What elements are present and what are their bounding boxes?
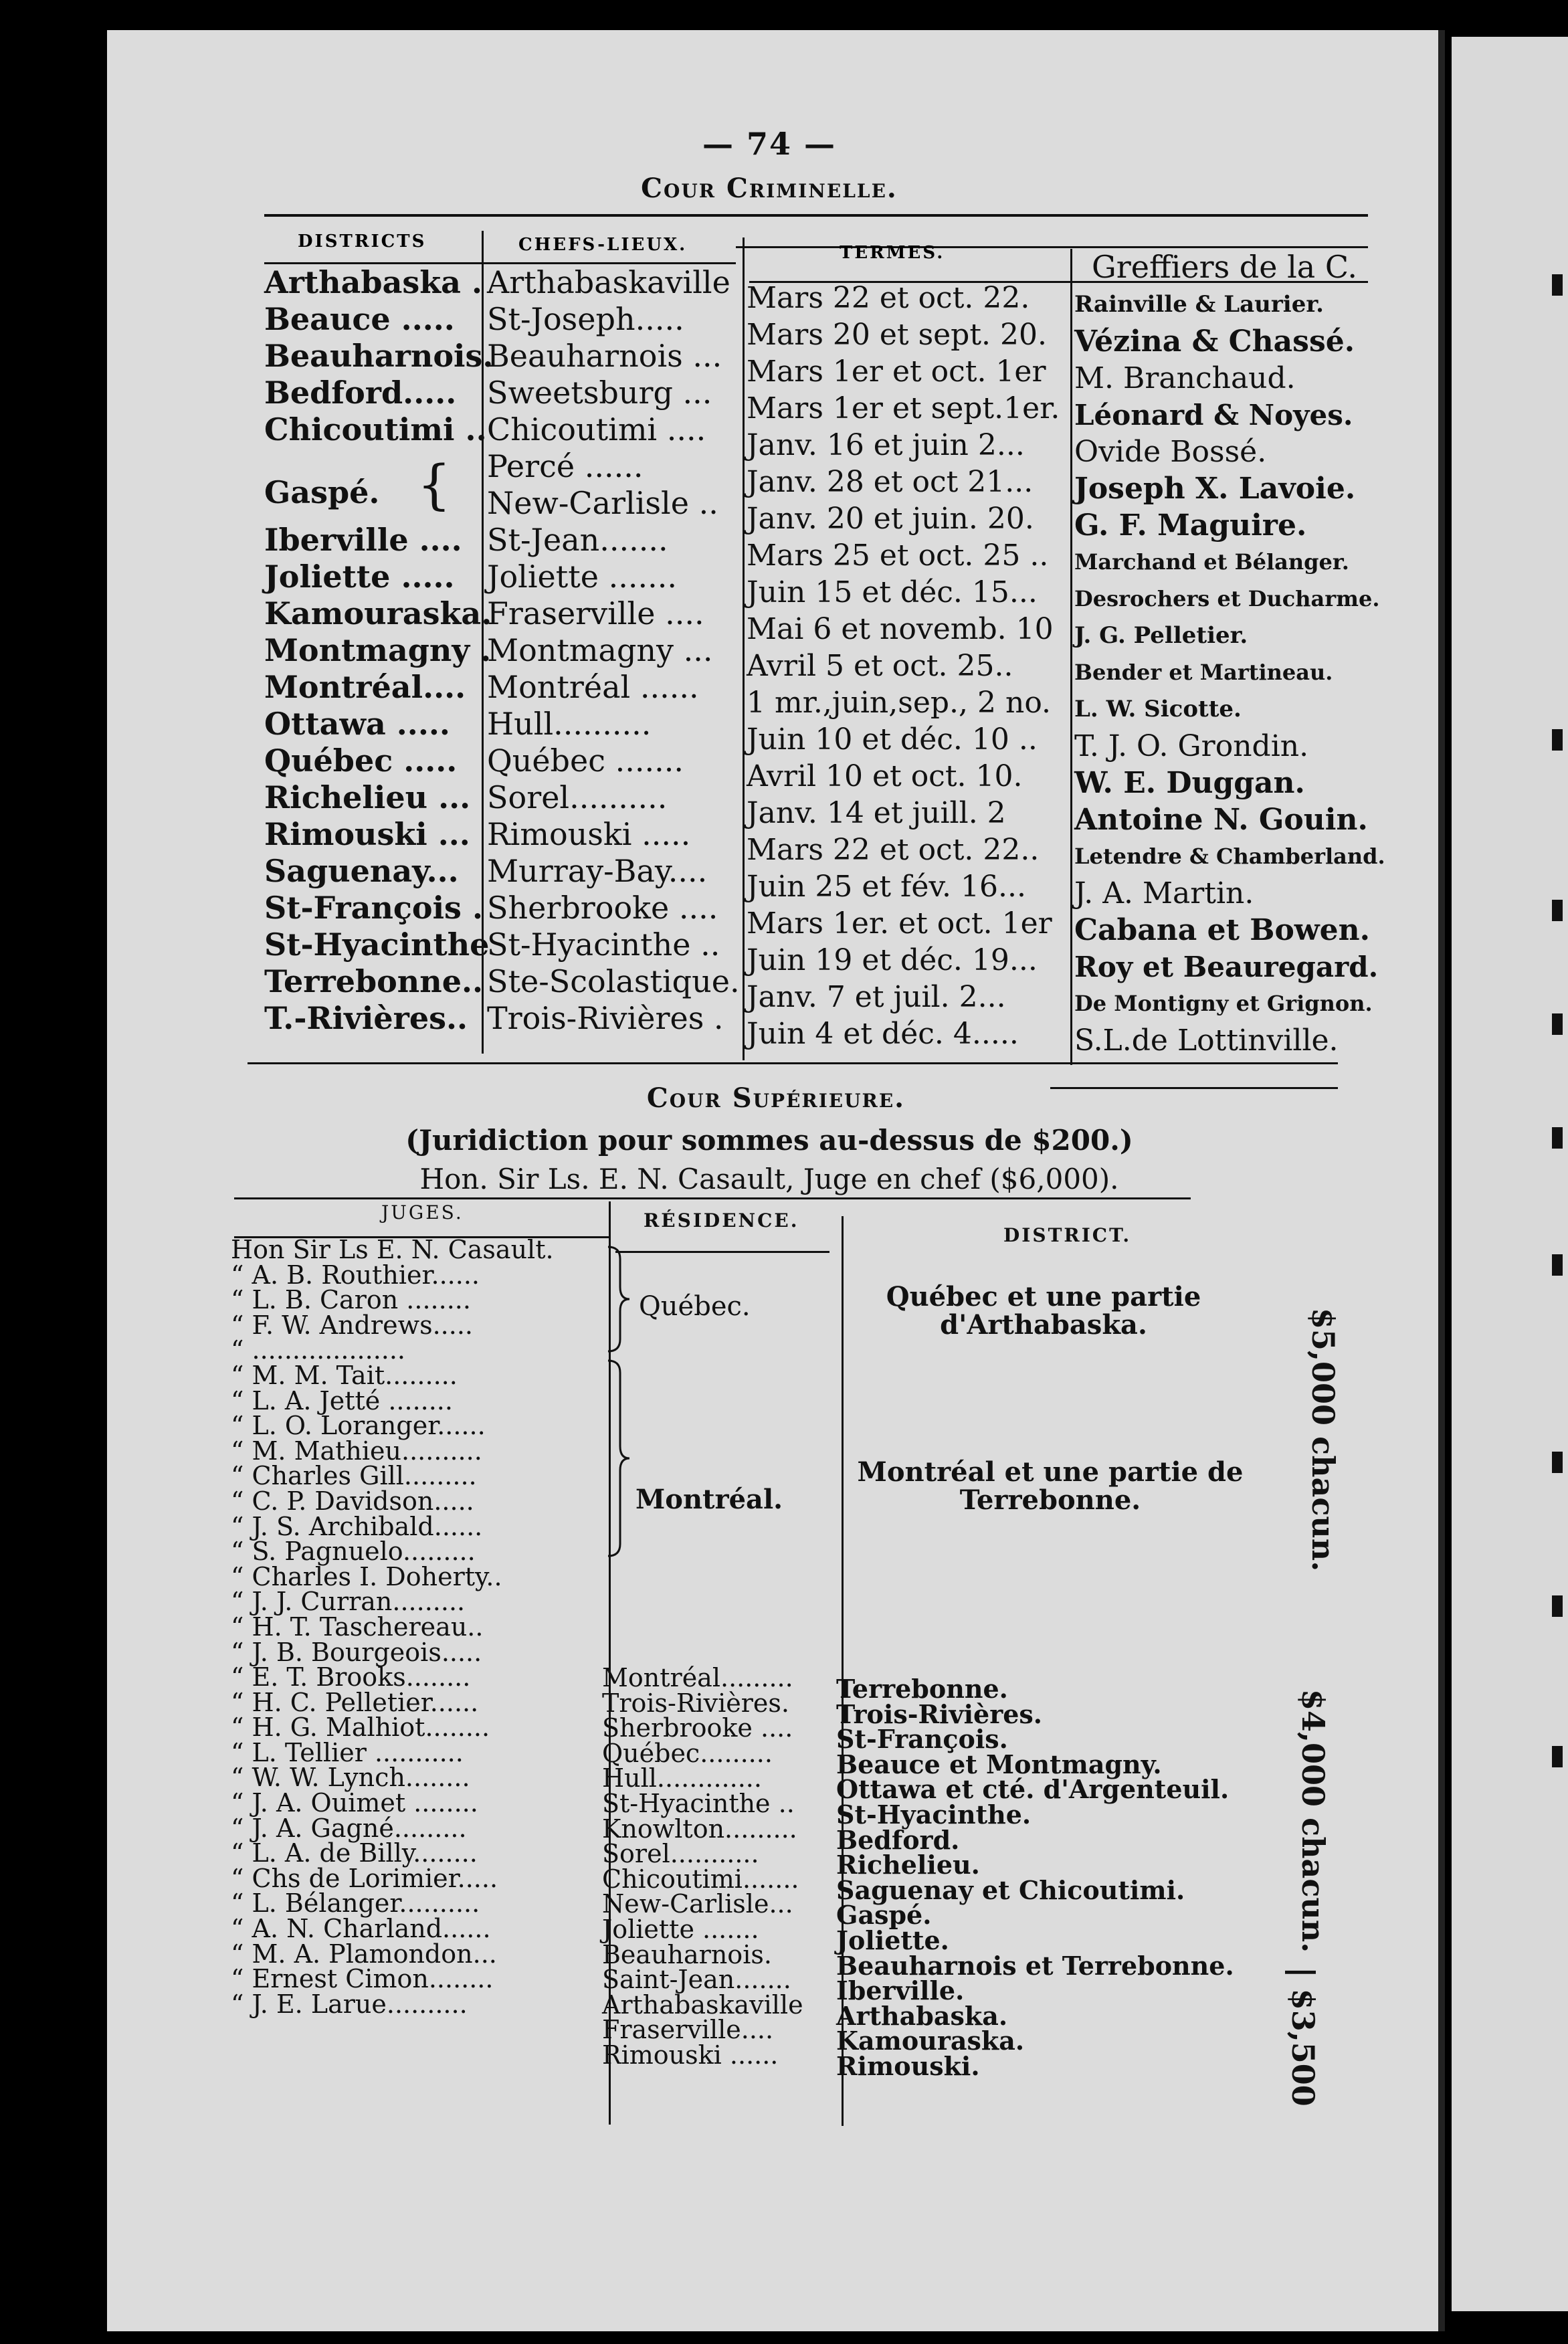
terme-cell: Janv. 7 et juil. 2...	[747, 980, 1006, 1014]
greffier-cell: W. E. Duggan.	[1074, 766, 1305, 800]
terme-cell: Mars 22 et oct. 22.	[747, 281, 1030, 315]
district-line: Québec et une partie	[886, 1281, 1201, 1312]
greffier-cell: G. F. Maguire.	[1074, 508, 1307, 543]
terme-cell: Mars 20 et sept. 20.	[747, 318, 1047, 352]
greffiers-column	[1074, 286, 1385, 1059]
residence-cell: Sorel...........	[602, 1839, 759, 1869]
table-top-rule	[736, 246, 1368, 248]
residence-cell: Montréal.........	[602, 1663, 793, 1692]
district-cell: Joliette .....	[264, 559, 455, 595]
district-cell: Chicoutimi ..	[264, 411, 487, 448]
judge-cell: “ M. M. Tait.........	[231, 1360, 458, 1390]
terme-cell: 1 mr.,juin,sep., 2 no.	[747, 686, 1052, 720]
page-number: — 74 —	[702, 126, 837, 162]
district-line: d'Arthabaska.	[940, 1309, 1147, 1341]
chef-lieu-cell: Percé ......	[487, 448, 644, 484]
greffier-cell: M. Branchaud.	[1074, 361, 1296, 395]
next-page-fragment	[1552, 1452, 1563, 1473]
residence-cell: Québec.........	[602, 1738, 773, 1768]
terme-cell: Mars 1er et sept.1er.	[747, 391, 1060, 425]
next-page-fragment	[1552, 1127, 1563, 1149]
next-page-fragment	[1552, 1746, 1563, 1767]
district-cell: Trois-Rivières.	[836, 1698, 1043, 1729]
chef-lieu-cell: Ste-Scolastique.	[487, 963, 740, 999]
judge-cell: “ Ernest Cimon........	[231, 1964, 494, 1994]
terme-cell: Mars 22 et oct. 22..	[747, 833, 1040, 867]
terme-cell: Mars 1er et oct. 1er	[747, 355, 1046, 389]
district-cell: Bedford.....	[264, 375, 457, 411]
chef-lieu-cell: Sweetsburg ...	[487, 375, 712, 411]
terme-cell: Mai 6 et novemb. 10	[747, 612, 1054, 646]
terme-cell: Mars 1er. et oct. 1er	[747, 906, 1052, 941]
judge-cell: “ J. A. Gagné.........	[231, 1813, 467, 1843]
district-cell: Montmagny .	[264, 632, 492, 668]
chef-lieu-cell: Arthabaskaville	[487, 264, 730, 300]
district-line: Terrebonne.	[959, 1484, 1141, 1516]
judge-cell: “ H. G. Malhiot........	[231, 1713, 490, 1743]
table-top-rule	[264, 214, 1368, 217]
residence-cell: Joliette .......	[602, 1914, 759, 1944]
chef-lieu-cell: St-Joseph.....	[487, 301, 684, 337]
greffier-cell: Antoine N. Gouin.	[1074, 803, 1368, 837]
header-residence: RÉSIDENCE.	[644, 1209, 799, 1232]
greffier-cell: Vézina & Chassé.	[1074, 324, 1355, 359]
judge-cell: “ C. P. Davidson.....	[231, 1486, 474, 1516]
header-chefs-lieux: CHEFS-LIEUX.	[518, 235, 688, 255]
district-cell: St-François .	[264, 890, 483, 926]
greffier-cell: Rainville & Laurier.	[1074, 291, 1324, 318]
district-cell: Richelieu.	[836, 1850, 980, 1880]
residences-column	[602, 1663, 803, 2070]
chef-lieu-cell: Fraserville ....	[487, 595, 704, 631]
district-cell: Joliette.	[836, 1925, 949, 1955]
header-juges: JUGES.	[381, 1201, 464, 1224]
judge-cell: “ J. J. Curran.........	[231, 1587, 466, 1617]
greffier-cell: Roy et Beauregard.	[1074, 951, 1379, 983]
chef-lieu-cell: Sorel..........	[487, 779, 668, 815]
judge-cell: “ ...................	[231, 1335, 406, 1365]
terme-cell: Janv. 16 et juin 2...	[747, 428, 1025, 462]
district-cell: Beauce et Montmagny.	[836, 1749, 1162, 1779]
terme-cell: Juin 4 et déc. 4.....	[747, 1017, 1019, 1051]
district-cell: Gaspé.	[836, 1900, 932, 1931]
district-cell: T.-Rivières..	[264, 1000, 468, 1036]
next-page-fragment	[1552, 900, 1563, 921]
terme-cell: Juin 15 et déc. 15...	[747, 575, 1038, 609]
district-cell: St-François.	[836, 1724, 1008, 1755]
residence-cell: Beauharnois.	[602, 1939, 772, 1969]
district-cell: Saguenay et Chicoutimi.	[836, 1874, 1185, 1905]
district-gaspe: Gaspé.	[264, 474, 380, 510]
next-page-fragment	[1552, 1254, 1563, 1276]
judge-cell: “ L. Tellier ...........	[231, 1737, 464, 1767]
greffier-cell: Bender et Martineau.	[1074, 660, 1333, 685]
terme-cell: Juin 19 et déc. 19...	[747, 943, 1038, 977]
salary-3500-note: | $3,500	[1285, 1967, 1321, 2107]
judge-cell: Hon Sir Ls E. N. Casault.	[231, 1235, 554, 1264]
table-top-rule	[234, 1197, 1191, 1199]
greffier-cell: L. W. Sicotte.	[1074, 696, 1242, 722]
district-cell: Québec .....	[264, 743, 458, 779]
residence-montreal: Montréal.	[635, 1484, 783, 1515]
judge-cell: “ L. O. Loranger......	[231, 1411, 486, 1441]
next-page-fragment	[1552, 274, 1563, 296]
terme-cell: Avril 10 et oct. 10.	[747, 759, 1023, 793]
residence-cell: Chicoutimi.......	[602, 1864, 799, 1894]
judge-cell: “ E. T. Brooks........	[231, 1662, 471, 1692]
criminal-court-title: Cour Criminelle.	[641, 173, 898, 204]
chef-lieu-cell: Québec .......	[487, 743, 684, 779]
chef-lieu-cell: Chicoutimi ....	[487, 411, 706, 448]
judge-cell: “ L. Bélanger..........	[231, 1888, 480, 1919]
greffier-cell: Joseph X. Lavoie.	[1074, 472, 1356, 506]
district-cell: Iberville.	[836, 1975, 965, 2006]
terme-cell: Janv. 14 et juill. 2	[747, 796, 1006, 830]
grouping-braces	[605, 1246, 632, 1587]
terme-cell: Avril 5 et oct. 25..	[747, 649, 1013, 683]
chef-lieu-cell: Murray-Bay....	[487, 853, 708, 889]
judge-cell: “ M. Mathieu..........	[231, 1436, 482, 1466]
column-divider	[1070, 249, 1072, 1065]
chef-lieu-cell: Hull..........	[487, 706, 652, 742]
district-cell: Beauce .....	[264, 301, 455, 337]
terme-cell: Mars 25 et oct. 25 ..	[747, 539, 1049, 573]
district-cell: Richelieu ...	[264, 779, 471, 815]
judges-column	[231, 1235, 554, 2019]
chef-lieu-cell: Trois-Rivières .	[487, 1000, 724, 1036]
district-line: Montréal et une partie de	[857, 1456, 1244, 1488]
termes-column	[747, 280, 1060, 1052]
next-page-fragment	[1552, 729, 1563, 751]
district-cell: Arthabaska .	[264, 264, 482, 300]
greffier-cell: De Montigny et Grignon.	[1074, 991, 1373, 1016]
judge-cell: “ Charles I. Doherty..	[231, 1561, 502, 1591]
district-cell: Beauharnois et Terrebonne.	[836, 1950, 1234, 1981]
judge-cell: “ A. B. Routhier......	[231, 1260, 480, 1290]
greffier-cell: J. G. Pelletier.	[1074, 622, 1248, 649]
district-cell: Ottawa et cté. d'Argenteuil.	[836, 1774, 1230, 1805]
next-page-fragment	[1552, 1013, 1563, 1035]
district-cell: Arthabaska.	[836, 2000, 1008, 2031]
districts-column	[836, 1676, 1234, 2079]
brace: {	[417, 454, 452, 516]
header-underline	[615, 1251, 829, 1253]
brace-montreal	[608, 1361, 629, 1556]
judge-cell: “ J. B. Bourgeois.....	[231, 1637, 482, 1667]
header-district: DISTRICT.	[1003, 1224, 1132, 1246]
district-cell	[264, 448, 493, 522]
residence-cell: Trois-Rivières.	[602, 1688, 789, 1718]
district-cell: Ottawa .....	[264, 706, 450, 742]
district-cell: Rimouski ...	[264, 816, 470, 852]
residence-cell: Arthabaskaville	[602, 1989, 803, 2020]
residence-cell: Sherbrooke ....	[602, 1713, 793, 1743]
judge-cell: “ L. A. Jetté ........	[231, 1385, 453, 1415]
chef-lieu-cell: Rimouski .....	[487, 816, 691, 852]
judge-cell: “ L. A. de Billy........	[231, 1838, 478, 1868]
judge-cell: “ L. B. Caron ........	[231, 1285, 471, 1315]
district-cell: Terrebonne..	[264, 963, 483, 999]
judge-cell: “ J. S. Archibald......	[231, 1511, 483, 1541]
judge-cell: “ M. A. Plamondon...	[231, 1939, 497, 1969]
residence-cell: Hull.............	[602, 1763, 762, 1793]
judge-cell: “ H. C. Pelletier......	[231, 1687, 479, 1717]
greffier-cell: T. J. O. Grondin.	[1074, 729, 1309, 763]
greffier-cell: S.L.de Lottinville.	[1074, 1023, 1339, 1058]
terme-cell: Janv. 28 et oct 21...	[747, 465, 1034, 499]
judge-cell: “ J. A. Ouimet ........	[231, 1788, 478, 1818]
judge-cell: “ A. N. Charland......	[231, 1914, 491, 1944]
greffier-cell: J. A. Martin.	[1074, 876, 1254, 910]
chef-lieu-cell: Sherbrooke ....	[487, 890, 718, 926]
district-cell: Terrebonne.	[836, 1674, 1008, 1704]
district-montreal-group	[850, 1458, 1251, 1515]
residence-cell: Knowlton.........	[602, 1814, 797, 1844]
district-cell: Montréal....	[264, 669, 466, 705]
judge-cell: “ J. E. Larue..........	[231, 1989, 468, 2019]
districts-column	[264, 264, 493, 1037]
header-termes: TERMES.	[840, 243, 945, 263]
brace-quebec	[608, 1247, 629, 1351]
next-page-fragment	[1552, 1595, 1563, 1617]
salary-5000-note: $5,000 chacun.	[1305, 1308, 1341, 1572]
chef-lieu-cell: St-Hyacinthe ..	[487, 926, 720, 963]
district-cell: Beauharnois.	[264, 338, 494, 374]
salary-4000-note: $4,000 chacun.	[1295, 1689, 1331, 1953]
residence-quebec: Québec.	[639, 1291, 751, 1322]
judge-cell: “ F. W. Andrews.....	[231, 1310, 474, 1340]
district-cell: Iberville ....	[264, 522, 462, 558]
district-cell: Bedford.	[836, 1824, 960, 1855]
superior-court-title: Cour Supérieure.	[646, 1082, 906, 1114]
chef-lieu-cell: Beauharnois ...	[487, 338, 722, 374]
jurisdiction-note: (Juridiction pour sommes au-dessus de $200.)	[405, 1124, 1133, 1157]
header-greffiers: Greffiers de la C.	[1092, 249, 1358, 285]
residence-cell: Rimouski ......	[602, 2040, 779, 2070]
district-cell: Kamouraska.	[836, 2026, 1025, 2056]
district-cell: Saguenay...	[264, 853, 459, 889]
district-cell: Rimouski.	[836, 2050, 980, 2081]
table-bottom-rule	[248, 1062, 1338, 1064]
chef-lieu-cell: Montmagny ...	[487, 632, 713, 668]
judge-cell: “ W. W. Lynch........	[231, 1763, 470, 1793]
residence-cell: Saint-Jean.......	[602, 1965, 791, 1995]
district-cell: Kamouraska.	[264, 595, 492, 631]
judge-cell: “ Chs de Lorimier.....	[231, 1863, 498, 1893]
greffier-cell: Cabana et Bowen.	[1074, 913, 1370, 947]
district-cell: St-Hyacinthe.	[836, 1799, 1032, 1830]
residence-cell: New-Carlisle...	[602, 1889, 793, 1919]
judge-cell: “ H. T. Taschereau..	[231, 1612, 484, 1642]
chefs-lieux-column	[487, 264, 740, 1037]
residence-cell: Fraserville....	[602, 2015, 774, 2045]
terme-cell: Juin 10 et déc. 10 ..	[747, 722, 1038, 757]
chef-lieu-cell: New-Carlisle ..	[487, 485, 718, 521]
judge-cell: “ S. Pagnuelo.........	[231, 1537, 476, 1567]
district-cell: St-Hyacinthe	[264, 926, 490, 963]
chief-justice-line: Hon. Sir Ls. E. N. Casault, Juge en chef ($6,000).	[419, 1163, 1119, 1195]
greffier-cell: Léonard & Noyes.	[1074, 399, 1353, 431]
column-divider	[743, 237, 745, 1060]
judge-cell: “ Charles Gill.........	[231, 1461, 477, 1491]
header-districts: DISTRICTS	[298, 231, 427, 252]
district-quebec-group	[850, 1283, 1238, 1339]
terme-cell: Janv. 20 et juin. 20.	[747, 502, 1034, 536]
greffier-cell: Marchand et Bélanger.	[1074, 549, 1349, 575]
greffier-cell: Letendre & Chamberland.	[1074, 844, 1385, 869]
residence-cell: St-Hyacinthe ..	[602, 1788, 795, 1818]
greffier-cell: Desrochers et Ducharme.	[1074, 586, 1380, 611]
chef-lieu-cell: St-Jean.......	[487, 522, 668, 558]
chef-lieu-cell: Joliette .......	[487, 559, 677, 595]
chef-lieu-cell: Montréal ......	[487, 669, 699, 705]
greffier-cell: Ovide Bossé.	[1074, 435, 1267, 469]
terme-cell: Juin 25 et fév. 16...	[747, 870, 1026, 904]
